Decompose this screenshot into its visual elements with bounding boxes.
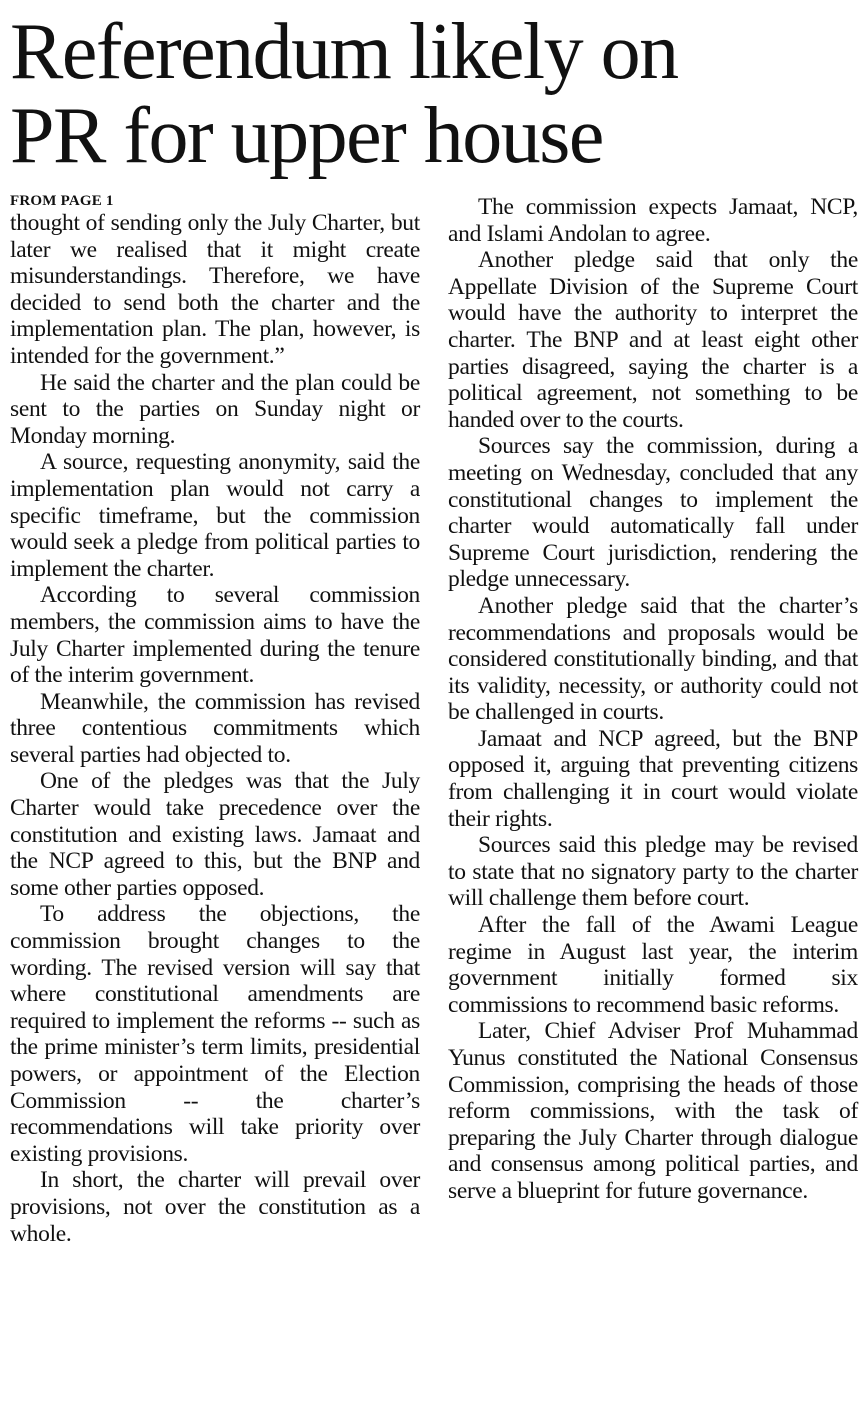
paragraph: Sources said this pledge may be revised to state that no signatory party to the charter will challenge them before court. xyxy=(448,832,858,912)
paragraph: Meanwhile, the commission has revised three contentious commitments which several parties had objected to. xyxy=(10,688,420,768)
paragraph: Jamaat and NCP agreed, but the BNP opposed it, arguing that preventing citizens from challenging it in court would violate their rights. xyxy=(448,725,858,832)
article-column-left xyxy=(10,192,420,1247)
paragraph: Sources say the commission, during a meeting on Wednesday, concluded that any constitutional changes to implement the charter would automatically fall under Supreme Court jurisdiction, rendering the pledge unnecessary. xyxy=(448,433,858,593)
paragraph: One of the pledges was that the July Charter would take precedence over the constitution and existing laws. Jamaat and the NCP agreed to this, but the BNP and some other parties opposed. xyxy=(10,768,420,901)
paragraph: Another pledge said that only the Appellate Division of the Supreme Court would have the authority to interpret the charter. The BNP and at least eight other parties disagreed, saying the charter is a political agreement, not something to be handed over to the courts. xyxy=(448,247,858,433)
paragraph: Later, Chief Adviser Prof Muhammad Yunus constituted the National Consensus Commission, comprising the heads of those reform commissions, with the task of preparing the July Charter through dialogue and consensus among political parties, and serve a blueprint for future governance. xyxy=(448,1018,858,1204)
paragraph: After the fall of the Awami League regime in August last year, the interim government initially formed six commissions to recommend basic reforms. xyxy=(448,912,858,1018)
paragraph: He said the charter and the plan could be sent to the parties on Sunday night or Monday morning. xyxy=(10,369,420,449)
headline-line-1: Referendum likely on xyxy=(10,8,678,96)
headline xyxy=(10,10,860,178)
paragraph: A source, requesting anonymity, said the implementation plan would not carry a specific timeframe, but the commission would seek a pledge from political parties to implement the charter. xyxy=(10,449,420,582)
paragraph: In short, the charter will prevail over provisions, not over the constitution as a whole. xyxy=(10,1167,420,1247)
headline-line-2: PR for upper house xyxy=(10,92,603,180)
continuation-kicker: FROM PAGE 1 xyxy=(10,193,114,209)
paragraph: The commission expects Jamaat, NCP, and Islami Andolan to agree. xyxy=(448,194,858,247)
paragraph: Another pledge said that the charter’s recommendations and proposals would be considered constitutionally binding, and that its validity, necessity, or authority could not be challenged in courts. xyxy=(448,592,858,726)
paragraph: thought of sending only the July Charter, but later we realised that it might create misunderstandings. Therefore, we have decided to send both the charter and the implementation plan. The plan, however, is intended for the government.” xyxy=(10,210,420,369)
paragraph: According to several commission members, the commission aims to have the July Charter implemented during the tenure of the interim government. xyxy=(10,582,420,689)
paragraph: To address the objections, the commission brought changes to the wording. The revised version will say that where constitutional amendments are required to implement the reforms -- such as the prime minister’s term limits, presidential powers, or appointment of the Election Commission -- the charter’s recommendations will take priority over existing provisions. xyxy=(10,901,420,1167)
article-column-right xyxy=(448,194,858,1205)
